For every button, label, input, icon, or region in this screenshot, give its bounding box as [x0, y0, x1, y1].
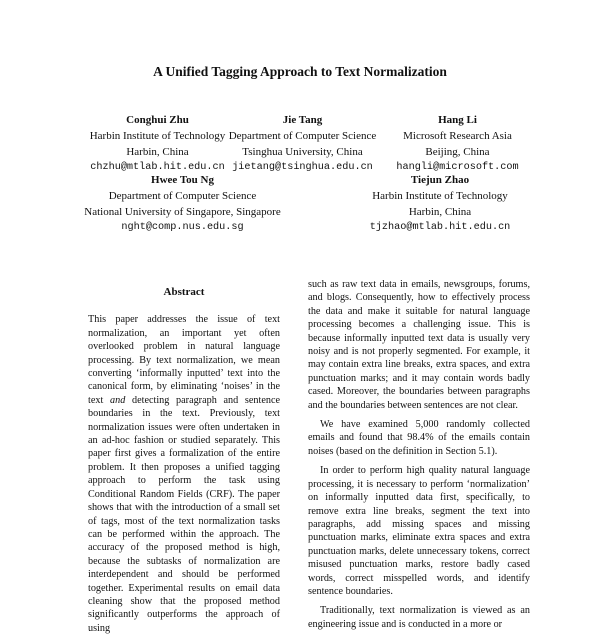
author-location: Tsinghua University, China — [242, 146, 363, 158]
author-name: Conghui Zhu — [126, 114, 189, 126]
author-affiliation: Microsoft Research Asia — [403, 130, 512, 142]
author-email: chzhu@mtlab.hit.edu.cn — [90, 162, 225, 173]
abstract-text-part: This paper addresses the issue of text normalization, an important yet often overlooked problem in natural language processing. By text normalization, we mean converting ‘informally inputted’ text into the canonical form, by eliminating ‘noises’ in the text — [88, 314, 280, 406]
author-block — [385, 112, 530, 176]
author-block — [220, 112, 385, 176]
abstract-text — [85, 313, 283, 635]
author-affiliation: Harbin Institute of Technology — [372, 190, 508, 202]
body-paragraph: In order to perform high quality natural language processing, it is necessary to perform ‘normalization’ on informally inputted data first, specifically, to remove extra line breaks, segment the text into paragraphs, add missing spaces and missing punctuation marks, eliminate extra spaces and extra punctuation marks, delete unnecessary tokens, correct misused punctuation marks, restore badly cased words, correct misspelled words, and identify sentence boundaries. — [308, 465, 530, 597]
body-paragraph: such as raw text data in emails, newsgroups, forums, and blogs. Consequently, how to effectively process the data and make it suitable for natural language processing becomes a challenging issue. This is because informally inputted text data is usually very noisy and is not properly segmented. For example, it may contain extra line breaks, extra spaces, and extra punctuation marks; and it may contain words badly cased. Moreover, the boundaries between paragraphs and the boundaries between sentences are not clear. — [308, 279, 530, 411]
author-name: Hwee Tou Ng — [151, 174, 214, 186]
author-name: Jie Tang — [282, 114, 323, 126]
author-location: Beijing, China — [425, 146, 490, 158]
author-affiliation: Department of Computer Science — [228, 130, 377, 142]
author-email: jietang@tsinghua.edu.cn — [232, 162, 373, 173]
author-block — [75, 172, 290, 236]
abstract-text-part: detecting paragraph and sentence boundaries in the text. Previously, text normalization issues were often undertaken in an ad-hoc fashion or studied separately. This paper first gives a formalization of the entire problem. It then proposes a unified tagging approach to perform the task using Conditional Random Fields (CRF). The paper shows that with the introduction of a small set of tags, most of the text normalization tasks can be performed within the approach. The accuracy of the proposed method is high, because the subtasks of normalization are interdependent and should be performed together. Experimental results on email data cleaning show that the proposed method significantly outperforms the approach of using — [88, 394, 280, 634]
abstract-heading: Abstract — [163, 286, 205, 298]
author-name: Hang Li — [438, 114, 477, 126]
author-affiliation: Department of Computer Science — [108, 190, 257, 202]
author-affiliation: Harbin Institute of Technology — [89, 130, 226, 142]
author-location: Harbin, China — [408, 206, 472, 218]
abstract-text-emphasis: and — [110, 394, 126, 406]
author-email: tjzhao@mtlab.hit.edu.cn — [369, 222, 511, 233]
paper-title: A Unified Tagging Approach to Text Normalization — [153, 64, 447, 79]
author-location: National University of Singapore, Singapore — [84, 206, 281, 218]
author-email: hangli@microsoft.com — [396, 162, 519, 173]
body-paragraph: We have examined 5,000 randomly collected emails and found that 98.4% of the emails contain noises (based on the definition in Section 5.1). — [308, 419, 530, 457]
body-column — [308, 278, 530, 631]
author-block — [355, 172, 525, 236]
abstract-column — [85, 286, 283, 635]
body-paragraph: Traditionally, text normalization is viewed as an engineering issue and is conducted in a more or — [308, 605, 530, 630]
author-name: Tiejun Zhao — [410, 174, 470, 186]
author-block — [70, 112, 245, 176]
author-email: nght@comp.nus.edu.sg — [121, 222, 244, 233]
author-location: Harbin, China — [126, 146, 189, 158]
